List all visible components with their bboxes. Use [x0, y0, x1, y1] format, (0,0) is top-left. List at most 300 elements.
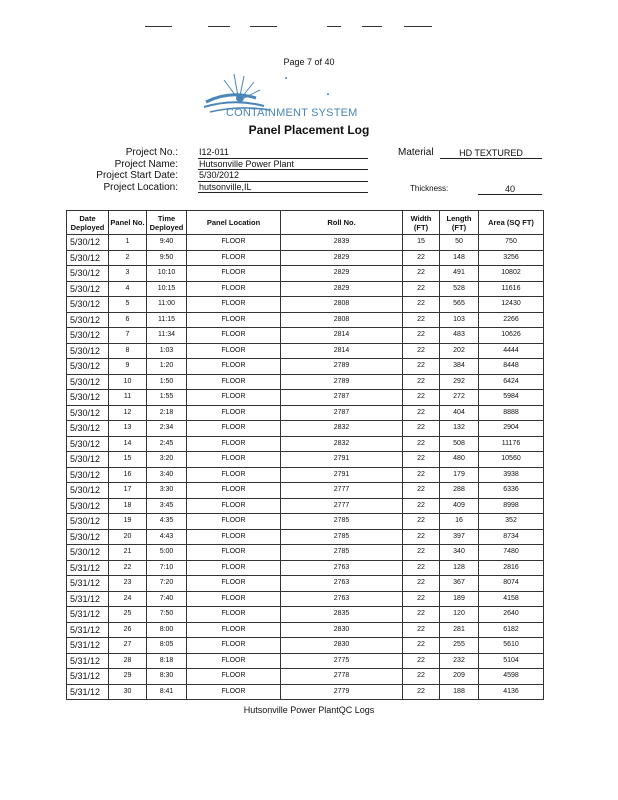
cell-roll: 2829 [281, 250, 403, 266]
cell-date: 5/30/12 [67, 545, 109, 561]
table-row [67, 576, 544, 592]
cell-length: 480 [440, 452, 479, 468]
cell-roll: 2778 [281, 669, 403, 685]
cell-width: 22 [403, 250, 440, 266]
page-title: Panel Placement Log [248, 123, 370, 137]
cell-roll: 2777 [281, 498, 403, 514]
cell-panel: 22 [109, 560, 147, 576]
cell-width: 22 [403, 312, 440, 328]
cell-date: 5/30/12 [67, 312, 109, 328]
cell-time: 11:15 [147, 312, 187, 328]
cell-length: 132 [440, 421, 479, 437]
thickness-value: 40 [478, 184, 542, 195]
cell-time: 2:18 [147, 405, 187, 421]
cell-roll: 2787 [281, 390, 403, 406]
col-header-roll: Roll No. [281, 211, 403, 235]
cell-panel: 26 [109, 622, 147, 638]
cell-panel: 23 [109, 576, 147, 592]
cell-date: 5/30/12 [67, 297, 109, 313]
cell-area: 2266 [479, 312, 544, 328]
company-logo [200, 68, 372, 122]
cell-date: 5/30/12 [67, 250, 109, 266]
cell-time: 5:00 [147, 545, 187, 561]
cell-area: 2904 [479, 421, 544, 437]
table-row [67, 514, 544, 530]
cell-width: 22 [403, 529, 440, 545]
cell-roll: 2789 [281, 374, 403, 390]
cell-length: 491 [440, 266, 479, 282]
cell-area: 6336 [479, 483, 544, 499]
cell-location: FLOOR [187, 297, 281, 313]
col-header-width: Width (FT) [403, 211, 440, 235]
table-row [67, 281, 544, 297]
cell-date: 5/31/12 [67, 669, 109, 685]
cell-location: FLOOR [187, 235, 281, 251]
cell-area: 3256 [479, 250, 544, 266]
cell-panel: 10 [109, 374, 147, 390]
cell-roll: 2839 [281, 235, 403, 251]
table-row [67, 390, 544, 406]
cell-location: FLOOR [187, 653, 281, 669]
cell-panel: 19 [109, 514, 147, 530]
cell-width: 22 [403, 452, 440, 468]
cell-time: 3:45 [147, 498, 187, 514]
cell-date: 5/31/12 [67, 591, 109, 607]
cell-panel: 2 [109, 250, 147, 266]
cell-location: FLOOR [187, 514, 281, 530]
cell-roll: 2785 [281, 545, 403, 561]
col-header-location: Panel Location [187, 211, 281, 235]
col-header-date: Date Deployed [67, 211, 109, 235]
cell-width: 22 [403, 591, 440, 607]
cell-time: 9:40 [147, 235, 187, 251]
cell-area: 10802 [479, 266, 544, 282]
cell-roll: 2775 [281, 653, 403, 669]
cell-roll: 2835 [281, 607, 403, 623]
cell-roll: 2763 [281, 576, 403, 592]
cell-length: 367 [440, 576, 479, 592]
cell-area: 8074 [479, 576, 544, 592]
project-labels [88, 147, 178, 193]
cell-location: FLOOR [187, 529, 281, 545]
cell-panel: 4 [109, 281, 147, 297]
table-row [67, 560, 544, 576]
cell-length: 528 [440, 281, 479, 297]
cell-area: 10626 [479, 328, 544, 344]
cell-width: 22 [403, 297, 440, 313]
cell-width: 22 [403, 328, 440, 344]
cell-length: 483 [440, 328, 479, 344]
logo-text: CONTAINMENT SYSTEM [226, 107, 358, 119]
project-number-value: I12-011 [198, 147, 368, 159]
cell-length: 508 [440, 436, 479, 452]
cell-location: FLOOR [187, 638, 281, 654]
cell-date: 5/30/12 [67, 436, 109, 452]
cell-time: 4:43 [147, 529, 187, 545]
table-row [67, 653, 544, 669]
cell-width: 22 [403, 359, 440, 375]
cell-roll: 2779 [281, 684, 403, 700]
cell-area: 8998 [479, 498, 544, 514]
cell-time: 8:05 [147, 638, 187, 654]
cell-panel: 21 [109, 545, 147, 561]
cell-area: 352 [479, 514, 544, 530]
cell-roll: 2814 [281, 328, 403, 344]
table-row [67, 235, 544, 251]
cell-panel: 30 [109, 684, 147, 700]
cell-time: 3:30 [147, 483, 187, 499]
cell-length: 232 [440, 653, 479, 669]
cell-time: 8:18 [147, 653, 187, 669]
cell-area: 8448 [479, 359, 544, 375]
cell-width: 22 [403, 405, 440, 421]
table-row [67, 591, 544, 607]
cell-width: 22 [403, 421, 440, 437]
cell-date: 5/30/12 [67, 343, 109, 359]
cell-area: 4136 [479, 684, 544, 700]
cell-length: 50 [440, 235, 479, 251]
cell-area: 8888 [479, 405, 544, 421]
cell-area: 5610 [479, 638, 544, 654]
cell-panel: 12 [109, 405, 147, 421]
cell-panel: 27 [109, 638, 147, 654]
cell-area: 7480 [479, 545, 544, 561]
cell-width: 22 [403, 436, 440, 452]
cell-area: 10560 [479, 452, 544, 468]
cell-length: 120 [440, 607, 479, 623]
table-row [67, 436, 544, 452]
cell-area: 8734 [479, 529, 544, 545]
cell-panel: 9 [109, 359, 147, 375]
cell-length: 103 [440, 312, 479, 328]
cell-roll: 2777 [281, 483, 403, 499]
cell-panel: 13 [109, 421, 147, 437]
cell-location: FLOOR [187, 436, 281, 452]
table-row [67, 638, 544, 654]
project-start-date-value: 5/30/2012 [198, 170, 368, 182]
cell-panel: 25 [109, 607, 147, 623]
cell-date: 5/30/12 [67, 390, 109, 406]
cell-length: 202 [440, 343, 479, 359]
cell-location: FLOOR [187, 328, 281, 344]
cell-location: FLOOR [187, 250, 281, 266]
cell-width: 22 [403, 560, 440, 576]
cell-width: 22 [403, 514, 440, 530]
cell-length: 189 [440, 591, 479, 607]
cell-length: 188 [440, 684, 479, 700]
cell-location: FLOOR [187, 498, 281, 514]
cell-date: 5/30/12 [67, 467, 109, 483]
cell-time: 7:10 [147, 560, 187, 576]
cell-location: FLOOR [187, 483, 281, 499]
cell-length: 288 [440, 483, 479, 499]
cell-time: 10:10 [147, 266, 187, 282]
table-row [67, 405, 544, 421]
table-body [67, 235, 544, 700]
cell-area: 5104 [479, 653, 544, 669]
cell-panel: 16 [109, 467, 147, 483]
cell-roll: 2829 [281, 281, 403, 297]
cell-width: 22 [403, 281, 440, 297]
cell-roll: 2791 [281, 452, 403, 468]
project-name-label: Project Name: [114, 158, 178, 170]
cell-time: 1:50 [147, 374, 187, 390]
cell-location: FLOOR [187, 343, 281, 359]
cell-date: 5/30/12 [67, 266, 109, 282]
cell-time: 1:55 [147, 390, 187, 406]
cell-location: FLOOR [187, 359, 281, 375]
cell-time: 11:00 [147, 297, 187, 313]
cell-location: FLOOR [187, 266, 281, 282]
cell-date: 5/31/12 [67, 607, 109, 623]
cell-panel: 3 [109, 266, 147, 282]
material-value: HD TEXTURED [440, 148, 542, 159]
table-row [67, 467, 544, 483]
cell-area: 2640 [479, 607, 544, 623]
cell-location: FLOOR [187, 467, 281, 483]
cell-roll: 2785 [281, 529, 403, 545]
cell-time: 8:00 [147, 622, 187, 638]
table-row [67, 529, 544, 545]
cell-width: 22 [403, 576, 440, 592]
cell-area: 4158 [479, 591, 544, 607]
cell-time: 9:50 [147, 250, 187, 266]
cell-location: FLOOR [187, 405, 281, 421]
col-header-area: Area (SQ FT) [479, 211, 544, 235]
project-number-label: Project No.: [125, 147, 178, 158]
cell-date: 5/31/12 [67, 560, 109, 576]
cell-length: 128 [440, 560, 479, 576]
table-row [67, 297, 544, 313]
cell-date: 5/30/12 [67, 374, 109, 390]
cell-date: 5/30/12 [67, 498, 109, 514]
cell-width: 22 [403, 622, 440, 638]
cell-width: 22 [403, 684, 440, 700]
cell-date: 5/30/12 [67, 529, 109, 545]
cell-panel: 14 [109, 436, 147, 452]
cell-roll: 2763 [281, 591, 403, 607]
cell-date: 5/30/12 [67, 421, 109, 437]
cell-area: 4444 [479, 343, 544, 359]
cell-date: 5/31/12 [67, 684, 109, 700]
cell-roll: 2832 [281, 421, 403, 437]
cell-date: 5/30/12 [67, 483, 109, 499]
cell-location: FLOOR [187, 545, 281, 561]
cell-length: 384 [440, 359, 479, 375]
cell-location: FLOOR [187, 452, 281, 468]
cell-area: 4598 [479, 669, 544, 685]
cell-time: 11:34 [147, 328, 187, 344]
cell-time: 4:35 [147, 514, 187, 530]
page-footer: Hutsonville Power PlantQC Logs [243, 705, 375, 715]
cell-area: 3938 [479, 467, 544, 483]
cell-time: 8:41 [147, 684, 187, 700]
cell-time: 2:45 [147, 436, 187, 452]
cell-panel: 11 [109, 390, 147, 406]
table-row [67, 684, 544, 700]
cell-width: 22 [403, 545, 440, 561]
cell-time: 1:20 [147, 359, 187, 375]
table-row [67, 421, 544, 437]
cell-date: 5/31/12 [67, 576, 109, 592]
project-start-date-label: Project Start Date: [96, 170, 178, 181]
cell-location: FLOOR [187, 622, 281, 638]
cell-location: FLOOR [187, 312, 281, 328]
cell-date: 5/30/12 [67, 359, 109, 375]
cell-location: FLOOR [187, 591, 281, 607]
cell-location: FLOOR [187, 607, 281, 623]
cell-width: 22 [403, 498, 440, 514]
cell-width: 15 [403, 235, 440, 251]
cell-roll: 2808 [281, 312, 403, 328]
cell-panel: 5 [109, 297, 147, 313]
cell-length: 179 [440, 467, 479, 483]
cell-location: FLOOR [187, 669, 281, 685]
table-header-row [67, 211, 544, 235]
cell-panel: 7 [109, 328, 147, 344]
table-row [67, 452, 544, 468]
cell-area: 11176 [479, 436, 544, 452]
cell-location: FLOOR [187, 374, 281, 390]
cell-roll: 2832 [281, 436, 403, 452]
cell-width: 22 [403, 467, 440, 483]
cell-area: 6424 [479, 374, 544, 390]
cell-roll: 2808 [281, 297, 403, 313]
col-header-time: Time Deployed [147, 211, 187, 235]
cell-panel: 1 [109, 235, 147, 251]
table-row [67, 622, 544, 638]
cell-location: FLOOR [187, 560, 281, 576]
table-row [67, 343, 544, 359]
cell-date: 5/30/12 [67, 281, 109, 297]
cell-panel: 17 [109, 483, 147, 499]
table-row [67, 669, 544, 685]
col-header-length: Length (FT) [440, 211, 479, 235]
cell-date: 5/30/12 [67, 452, 109, 468]
cell-panel: 28 [109, 653, 147, 669]
cell-date: 5/31/12 [67, 638, 109, 654]
cell-length: 404 [440, 405, 479, 421]
cell-width: 22 [403, 390, 440, 406]
cell-panel: 8 [109, 343, 147, 359]
cell-time: 10:15 [147, 281, 187, 297]
cell-date: 5/31/12 [67, 653, 109, 669]
cell-date: 5/31/12 [67, 622, 109, 638]
col-header-panel: Panel No. [109, 211, 147, 235]
cell-panel: 15 [109, 452, 147, 468]
page-number: Page 7 of 40 [283, 57, 335, 67]
cell-width: 22 [403, 638, 440, 654]
table-row [67, 328, 544, 344]
cell-width: 22 [403, 374, 440, 390]
cell-panel: 18 [109, 498, 147, 514]
material-label: Material [398, 147, 434, 158]
cell-time: 3:40 [147, 467, 187, 483]
cell-area: 2816 [479, 560, 544, 576]
cell-width: 22 [403, 343, 440, 359]
cell-roll: 2789 [281, 359, 403, 375]
project-location-value: hutsonville,IL [198, 182, 368, 194]
cell-time: 1:03 [147, 343, 187, 359]
cell-width: 22 [403, 669, 440, 685]
panel-placement-table [66, 210, 544, 700]
cell-length: 16 [440, 514, 479, 530]
cell-panel: 24 [109, 591, 147, 607]
cell-length: 209 [440, 669, 479, 685]
cell-time: 2:34 [147, 421, 187, 437]
cell-roll: 2830 [281, 622, 403, 638]
table-row [67, 359, 544, 375]
cell-panel: 20 [109, 529, 147, 545]
cell-roll: 2763 [281, 560, 403, 576]
cell-location: FLOOR [187, 684, 281, 700]
cell-roll: 2785 [281, 514, 403, 530]
cell-length: 340 [440, 545, 479, 561]
cell-location: FLOOR [187, 281, 281, 297]
thickness-label: Thickness: [410, 184, 449, 193]
cell-date: 5/30/12 [67, 328, 109, 344]
table-row [67, 312, 544, 328]
cell-date: 5/30/12 [67, 405, 109, 421]
header-rule-dashes [0, 26, 618, 32]
cell-roll: 2830 [281, 638, 403, 654]
cell-location: FLOOR [187, 421, 281, 437]
table-row [67, 250, 544, 266]
cell-time: 3:20 [147, 452, 187, 468]
cell-time: 7:40 [147, 591, 187, 607]
cell-panel: 6 [109, 312, 147, 328]
cell-date: 5/30/12 [67, 235, 109, 251]
table-row [67, 266, 544, 282]
cell-roll: 2829 [281, 266, 403, 282]
cell-roll: 2791 [281, 467, 403, 483]
table-row [67, 607, 544, 623]
cell-time: 7:20 [147, 576, 187, 592]
cell-date: 5/30/12 [67, 514, 109, 530]
cell-width: 22 [403, 483, 440, 499]
cell-width: 22 [403, 607, 440, 623]
cell-length: 255 [440, 638, 479, 654]
table-row [67, 374, 544, 390]
cell-roll: 2814 [281, 343, 403, 359]
cell-length: 565 [440, 297, 479, 313]
cell-location: FLOOR [187, 576, 281, 592]
cell-length: 281 [440, 622, 479, 638]
cell-area: 750 [479, 235, 544, 251]
cell-length: 409 [440, 498, 479, 514]
project-location-label: Project Location: [103, 181, 178, 193]
cell-length: 397 [440, 529, 479, 545]
cell-length: 148 [440, 250, 479, 266]
project-name-value: Hutsonville Power Plant [198, 159, 368, 171]
table-row [67, 498, 544, 514]
cell-width: 22 [403, 653, 440, 669]
cell-time: 7:50 [147, 607, 187, 623]
cell-panel: 29 [109, 669, 147, 685]
cell-area: 11616 [479, 281, 544, 297]
cell-area: 5984 [479, 390, 544, 406]
table-row [67, 483, 544, 499]
project-values [198, 147, 368, 193]
cell-time: 8:30 [147, 669, 187, 685]
cell-area: 6182 [479, 622, 544, 638]
cell-length: 292 [440, 374, 479, 390]
cell-width: 22 [403, 266, 440, 282]
table-row [67, 545, 544, 561]
cell-length: 272 [440, 390, 479, 406]
cell-area: 12430 [479, 297, 544, 313]
cell-roll: 2787 [281, 405, 403, 421]
